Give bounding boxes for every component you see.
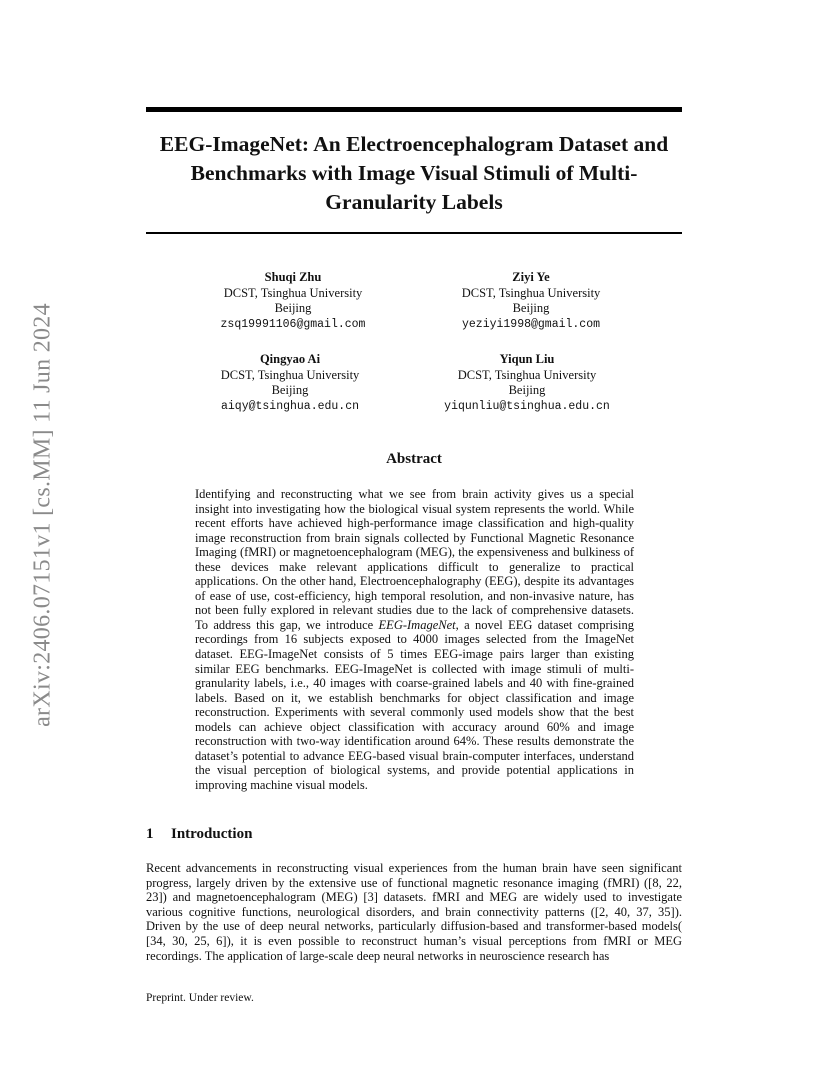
author-email: aiqy@tsinghua.edu.cn [220, 399, 360, 413]
author-email: yeziyi1998@gmail.com [461, 317, 601, 331]
author-name: Shuqi Zhu [264, 270, 322, 284]
author-affiliation: DCST, Tsinghua University [220, 367, 360, 382]
author-location: Beijing [271, 383, 309, 397]
footer-note: Preprint. Under review. [146, 992, 254, 1004]
author-location: Beijing [512, 301, 550, 315]
section-title: Introduction [171, 826, 253, 842]
title-rule-bottom [146, 232, 682, 234]
author-name: Ziyi Ye [512, 270, 550, 284]
dataset-name-emphasis: EEG-ImageNet [378, 617, 456, 632]
arxiv-identifier: arXiv:2406.07151v1 [cs.MM] 11 Jun 2024 [29, 303, 56, 727]
author-affiliation: DCST, Tsinghua University [223, 285, 363, 300]
introduction-text: Recent advancements in reconstructing visual experiences from the human brain have seen significant progress, largely driven by the extensive use of functional magnetic resonance imaging (fMRI) ([8, 22, 23]) and magnetoencephalogram (MEG) [3] datasets. fMRI and MEG are widely used to investigate various cognitive functions, neurological disorders, and brain connectivity patterns ([2, 40, 37, 35]). Driven by the use of deep neural networks, particularly diffusion-based and transformer-based models( [34, 30, 25, 6]), it is even possible to reconstruct human’s visual perceptions from fMRI or MEG recordings. The application of large-scale deep neural networks in neuroscience research has [146, 861, 682, 963]
paper-title: EEG-ImageNet: An Electroencephalogram Dataset and Benchmarks with Image Visual Stimuli of Multi-Granularity Labels [159, 132, 669, 214]
author-affiliation: DCST, Tsinghua University [457, 367, 597, 382]
abstract-text-part: , a novel EEG dataset comprising recordings from 16 subjects exposed to 4000 images selected from the ImageNet dataset. EEG-ImageNet consists of 5 times EEG-image pairs larger than existing similar EEG benchmarks. EEG-ImageNet is collected with image stimuli of multi-granularity labels, i.e., 40 images with coarse-grained labels and 40 with fine-grained labels. Based on it, we establish benchmarks for object classification and image reconstruction. Experiments with several commonly used models show that the best models can achieve object classification with accuracy around 60% and image reconstruction with two-way identification around 64%. These results demonstrate the dataset’s potential to advance EEG-based visual brain-computer interfaces, understand the visual perception of biological systems, and provide potential applications in improving machine visual models. [195, 617, 634, 792]
section-number: 1 [146, 826, 154, 842]
abstract-text-part: Identifying and reconstructing what we see from brain activity gives us a special insight into investigating how the biological visual system represents the world. While recent efforts have achieved high-performance image classification and high-quality image reconstruction from brain signals collected by Functional Magnetic Resonance Imaging (fMRI) or magnetoencephalogram (MEG), the expensiveness and bulkiness of these devices make relevant applications difficult to generalize to practical applications. On the other hand, Electroencephalography (EEG), despite its advantages of ease of use, cost-efficiency, high temporal resolution, and non-invasive nature, has not been fully explored in relevant studies due to the lack of comprehensive datasets. To address this gap, we introduce [195, 487, 634, 632]
author-block [178, 270, 408, 332]
author-affiliation: DCST, Tsinghua University [461, 285, 601, 300]
author-email: yiqunliu@tsinghua.edu.cn [444, 399, 610, 413]
author-name: Qingyao Ai [259, 352, 321, 366]
abstract-heading: Abstract [386, 451, 442, 467]
title-rule-top [146, 107, 682, 112]
author-block [412, 352, 642, 414]
abstract-text [195, 487, 634, 792]
author-block [175, 352, 405, 414]
author-name: Yiqun Liu [499, 352, 555, 366]
arxiv-watermark [18, 270, 68, 760]
author-location: Beijing [274, 301, 312, 315]
section-heading [146, 826, 252, 843]
author-email: zsq19991106@gmail.com [220, 317, 366, 331]
author-location: Beijing [508, 383, 546, 397]
author-block [416, 270, 646, 332]
